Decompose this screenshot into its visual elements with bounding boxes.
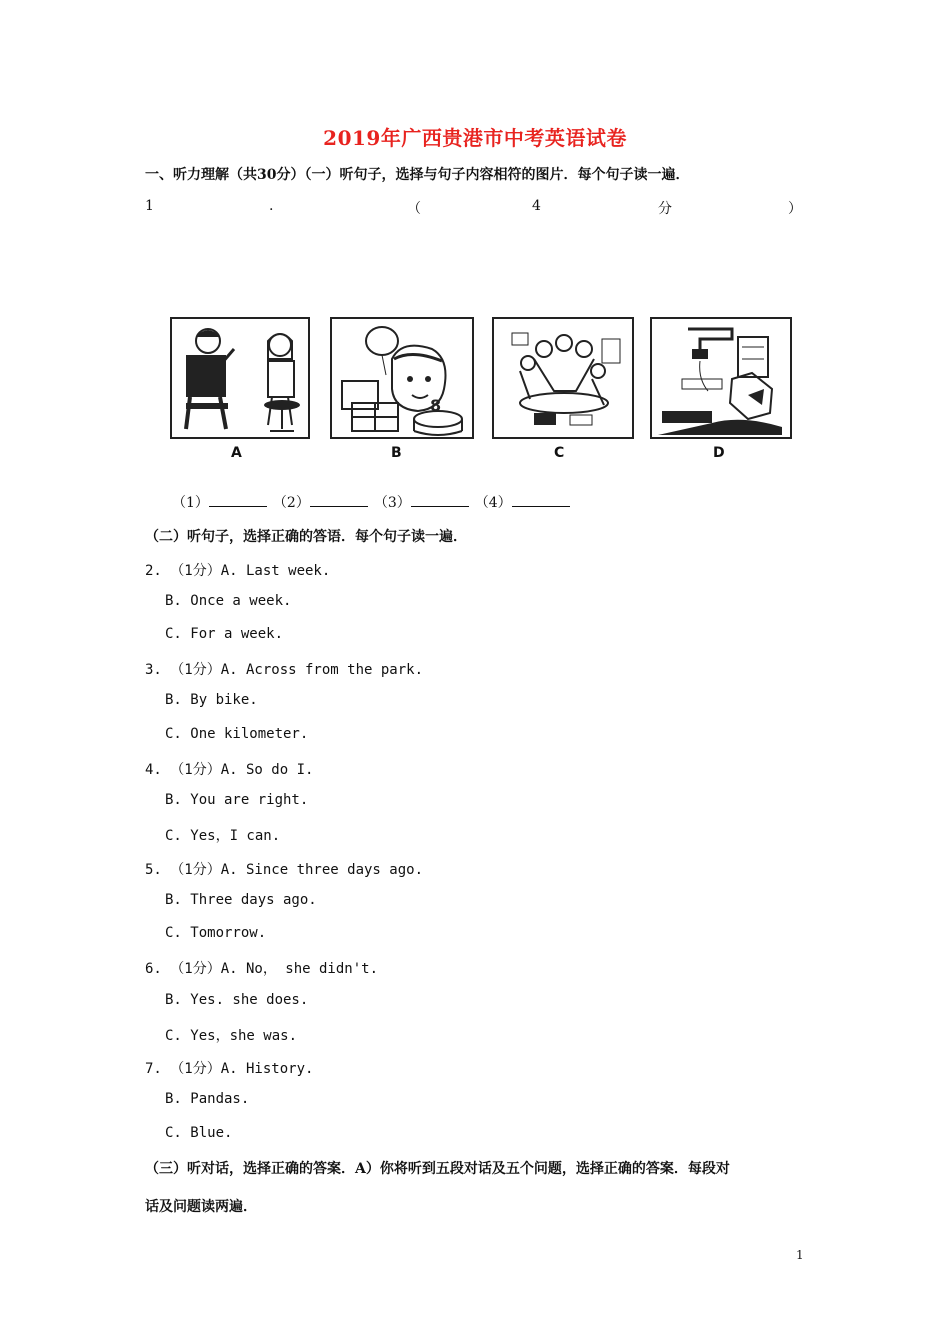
svg-text:8: 8 — [430, 396, 442, 415]
question-6-stem: 6. （1分）A. No， she didn't. — [145, 961, 379, 977]
picture-b-label: B — [391, 445, 402, 461]
q1-dot: . — [269, 198, 274, 214]
picture-d-label: D — [713, 445, 725, 461]
section3-heading-line1: （三）听对话，选择正确的答案．A）你将听到五段对话及五个问题，选择正确的答案．每段对 — [145, 1161, 730, 1177]
answer-blanks — [172, 492, 576, 512]
page-number: 1 — [796, 1248, 804, 1262]
question-5-option-c: C. Tomorrow. — [165, 925, 267, 941]
question-3-option-c: C. One kilometer. — [165, 726, 309, 742]
page-title: 2019年广西贵港市中考英语试卷 — [323, 126, 627, 150]
question-4-option-b: B. You are right. — [165, 792, 309, 808]
q1-number: 1 — [145, 198, 154, 214]
blank-label-3: （3） — [373, 495, 411, 511]
question-2-option-b: B. Once a week. — [165, 593, 292, 609]
question-3-stem: 3. （1分）A. Across from the park. — [145, 662, 424, 678]
question-2-stem: 2. （1分）A. Last week. — [145, 563, 331, 579]
q1-unit: 分 — [658, 201, 672, 217]
section3-heading-line2: 话及问题读两遍． — [145, 1199, 257, 1215]
answer-blank-2[interactable] — [310, 492, 368, 507]
picture-row — [165, 303, 795, 468]
answer-blank-4[interactable] — [512, 492, 570, 507]
question-2-option-c: C. For a week. — [165, 626, 284, 642]
picture-d — [650, 317, 792, 439]
blank-label-4: （4） — [474, 495, 512, 511]
question-7-option-c: C. Blue. — [165, 1125, 233, 1141]
question-7-option-b: B. Pandas. — [165, 1091, 250, 1107]
question-5-stem: 5. （1分）A. Since three days ago. — [145, 862, 424, 878]
question-4-stem: 4. （1分）A. So do I. — [145, 762, 314, 778]
question-3-option-b: B. By bike. — [165, 692, 258, 708]
question-1-header — [145, 198, 800, 218]
blank-label-1: （1） — [172, 495, 209, 511]
question-6-option-c: C. Yes，she was. — [165, 1028, 298, 1044]
picture-a — [170, 317, 310, 439]
picture-c — [492, 317, 634, 439]
question-6-option-b: B. Yes. she does. — [165, 992, 309, 1008]
q1-lparen: （ — [407, 201, 421, 217]
picture-a-label: A — [231, 445, 242, 461]
q1-rparen: ） — [788, 201, 802, 217]
q1-score: 4 — [532, 198, 541, 214]
question-7-stem: 7. （1分）A. History. — [145, 1061, 314, 1077]
question-4-option-c: C. Yes，I can. — [165, 828, 281, 844]
blank-label-2: （2） — [272, 495, 310, 511]
question-5-option-b: B. Three days ago. — [165, 892, 317, 908]
answer-blank-1[interactable] — [209, 492, 267, 507]
picture-b — [330, 317, 474, 439]
picture-c-label: C — [554, 445, 565, 461]
section2-heading: （二）听句子，选择正确的答语．每个句子读一遍． — [145, 529, 467, 545]
section1-heading: 一、听力理解（共30分）（一）听句子，选择与句子内容相符的图片．每个句子读一遍． — [145, 167, 690, 183]
answer-blank-3[interactable] — [411, 492, 469, 507]
